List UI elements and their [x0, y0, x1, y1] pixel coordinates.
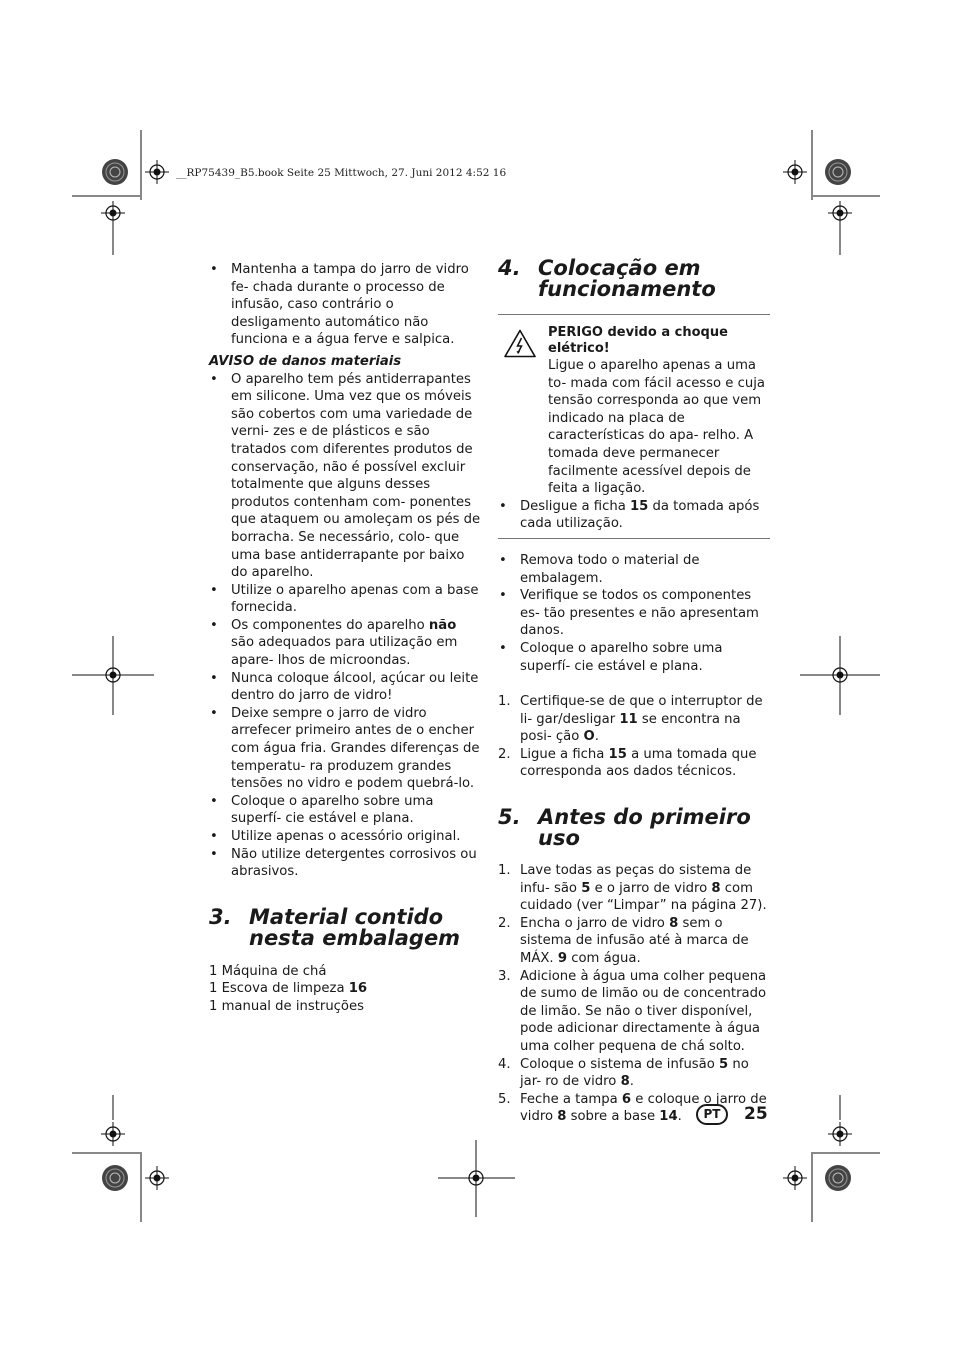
page-number: 25: [744, 1104, 768, 1124]
item-bold: 5: [581, 880, 591, 896]
list-item: [209, 705, 483, 793]
list-item: [209, 828, 483, 846]
step-item: [498, 1056, 772, 1091]
step-item: [498, 862, 772, 915]
item-text: Utilize apenas o acessório original.: [231, 829, 461, 844]
item-text: com cuidado (ver “Limpar” na página 27).: [520, 880, 767, 914]
list-item: • Mantenha a tampa do jarro de vidro fe- chada durante o processo de infusão, caso contrário o desligamento automático não funciona e a água ferve e salpica.: [209, 261, 483, 349]
list-item: [209, 793, 483, 828]
step-item: [498, 746, 772, 781]
warning-title: AVISO de danos materiais: [209, 353, 402, 369]
item-text: Encha o jarro de vidro: [520, 915, 670, 931]
setup-steps: [498, 693, 772, 781]
item-text: Não utilize detergentes corrosivos ou abrasivos.: [231, 846, 477, 880]
package-item: [209, 980, 483, 998]
list-item: • Remova todo o material de embalagem.: [498, 552, 772, 587]
item-bold: 5: [719, 1056, 729, 1072]
item-text: e coloque o jarro de vidro: [520, 1091, 767, 1125]
section-4-heading: [498, 258, 772, 300]
item-text: O aparelho tem pés antiderrapantes em silicone. Uma vez que os móveis são cobertos com uma variedade de verni- zes e de plásticos e são tratados com diferentes produtos de conservação, não é possível excluir totalmente que alguns desses produtos contenham com- ponentes que ataquem ou amoleçam os pés de borracha. Se necessário, colo- que uma base antiderrapante por baixo do aparelho.: [231, 371, 481, 581]
section-number: 3.: [209, 904, 232, 929]
item-bold: 8: [711, 880, 721, 896]
step-item: [498, 968, 772, 1056]
danger-text: Ligue o aparelho apenas a uma to- mada com fácil acesso e cuja tensão corresponda ao que vem indicado na placa de características do apa- relho. A tomada deve permanecer facilmente acessível depois de feita a ligação.: [548, 358, 765, 497]
item-bold: 11: [619, 711, 638, 727]
item-text: Feche a tampa: [520, 1091, 622, 1107]
danger-title: PERIGO devido a choque elétrico!: [548, 325, 728, 356]
item-bold: 15: [608, 746, 627, 762]
step-number: 5.: [498, 1091, 511, 1107]
warning-list: [209, 371, 483, 881]
step-number: 3.: [498, 968, 511, 984]
left-column: [209, 261, 483, 1016]
item-text: .: [594, 729, 599, 745]
item-text: no jar- ro de vidro: [520, 1056, 749, 1090]
item-text: Adicione à água uma colher pequena de sumo de limão ou de concentrado de limão. Se não o tiver disponível, pode adicionar directamente à água uma colher pequena de chá solto.: [520, 968, 767, 1054]
step-item: [498, 693, 772, 746]
list-item: [209, 617, 483, 670]
item-bold: 8: [557, 1109, 567, 1125]
step-item: [498, 1091, 772, 1126]
item-text: Os componentes do aparelho: [231, 617, 429, 633]
list-item: [209, 371, 483, 582]
item-text: se encontra na posi- ção: [520, 711, 741, 745]
item-text: .: [629, 1074, 634, 1090]
section-number: 5.: [498, 805, 521, 830]
step-number: 1.: [498, 694, 511, 710]
danger-notice: [498, 315, 772, 508]
language-badge: PT: [696, 1104, 728, 1125]
step-number: 4.: [498, 1056, 511, 1072]
first-use-steps: [498, 862, 772, 1126]
section-title: Antes do primeiro uso: [538, 805, 751, 851]
step-number: 2.: [498, 915, 511, 931]
list-item: [209, 670, 483, 705]
item-text: são adequados para utilização em apare- lhos de microondas.: [231, 635, 458, 669]
item-text: sobre a base: [566, 1109, 660, 1125]
item-bold: 8: [620, 1074, 630, 1090]
package-item: [209, 963, 483, 981]
item-text: Utilize o aparelho apenas com a base fornecida.: [231, 582, 479, 616]
step-number: 1.: [498, 863, 511, 879]
intro-list: [209, 261, 483, 349]
item-text: 1 Máquina de chá: [209, 963, 327, 979]
item-text: Deixe sempre o jarro de vidro arrefecer primeiro antes de o encher com água fria. Grandes diferenças de temperatu- ra produzem grandes tensões no vidro e podem quebrá-lo.: [231, 705, 480, 792]
item-text: Coloque o aparelho sobre uma superfí- cie estável e plana.: [231, 793, 434, 827]
item-text: Ligue a ficha: [520, 746, 609, 762]
item-bold: 9: [557, 951, 568, 967]
list-item: • Verifique se todos os componentes es- tão presentes e não apresentam danos.: [498, 587, 772, 640]
electric-warning-icon: [504, 329, 536, 358]
item-bold: 8: [669, 915, 679, 931]
section-title: Colocação em funcionamento: [538, 256, 716, 301]
package-contents: [209, 963, 483, 1016]
item-bold: 16: [348, 981, 368, 997]
section-5-heading: [498, 807, 772, 849]
item-text: sem o sistema de infusão até à marca de MÁX.: [520, 915, 749, 967]
item-text: .: [677, 1109, 682, 1125]
list-item: [209, 582, 483, 617]
item-text: 1 manual de instruções: [209, 998, 364, 1014]
item-bold: 14: [659, 1109, 678, 1125]
item-text: a uma tomada que corresponda aos dados técnicos.: [520, 746, 757, 780]
item-text: Certifique-se de que o interruptor de li- gar/desligar: [520, 694, 763, 727]
item-text: e o jarro de vidro: [590, 880, 712, 896]
item-bold: 6: [621, 1091, 632, 1107]
item-text: Nunca coloque álcool, açúcar ou leite dentro do jarro de vidro!: [231, 670, 479, 704]
item-text: Lave todas as peças do sistema de infu- são: [520, 863, 752, 896]
danger-list: [498, 498, 772, 533]
section-title: Material contido nesta embalagem: [249, 904, 461, 950]
list-item: • Desligue a ficha 15 da tomada após cada utilização.: [498, 498, 772, 533]
step-item: [498, 915, 772, 968]
right-column: [498, 258, 772, 1126]
list-item: • Coloque o aparelho sobre uma superfí- cie estável e plana.: [498, 640, 772, 675]
item-bold: O: [583, 729, 595, 745]
setup-list: [498, 552, 772, 675]
section-3-heading: [209, 904, 483, 950]
list-item: [209, 846, 483, 881]
step-number: 2.: [498, 746, 511, 762]
package-item: [209, 998, 483, 1016]
item-text: com água.: [567, 951, 641, 967]
item-text: Coloque o sistema de infusão: [520, 1056, 720, 1072]
section-number: 4.: [498, 256, 521, 280]
item-bold: não: [428, 617, 457, 633]
item-text: 1 Escova de limpeza: [209, 981, 349, 997]
print-header: __RP75439_B5.book Seite 25 Mittwoch, 27. Juni 2012 4:52 16: [176, 167, 507, 179]
